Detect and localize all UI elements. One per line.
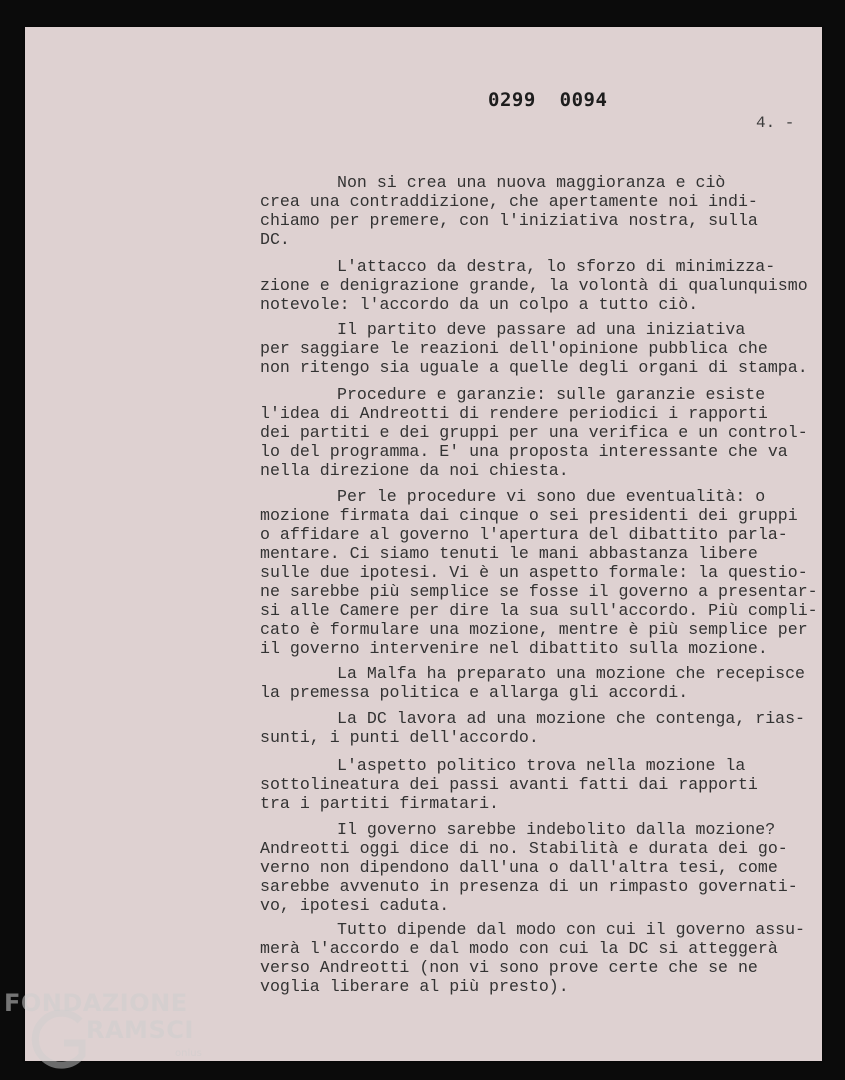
text-line: notevole: l'accordo da un colpo a tutto ciò.	[260, 295, 699, 314]
text-line: l'idea di Andreotti di rendere periodici i rapporti	[260, 404, 768, 423]
text-line: voglia liberare al più presto).	[260, 977, 569, 996]
text-line: verno non dipendono dall'una o dall'altra tesi, come	[260, 858, 778, 877]
text-line: Andreotti oggi dice di no. Stabilità e durata dei go-	[260, 839, 788, 858]
text-line: ne sarebbe più semplice se fosse il governo a presentar-	[260, 582, 818, 601]
watermark-text: onlus	[175, 1048, 202, 1059]
text-line: sulle due ipotesi. Vi è un aspetto formale: la questio-	[260, 563, 808, 582]
text-line: zione e denigrazione grande, la volontà di qualunquismo	[260, 276, 808, 295]
text-line: merà l'accordo e dal modo con cui la DC si atteggerà	[260, 939, 778, 958]
text-line: la premessa politica e allarga gli accordi.	[260, 683, 689, 702]
watermark-text: FONDAZIONE	[4, 989, 188, 1017]
text-line: verso Andreotti (non vi sono prove certe che se ne	[260, 958, 758, 977]
text-line: il governo intervenire nel dibattito sulla mozione.	[260, 639, 768, 658]
text-line: DC.	[260, 230, 290, 249]
text-line: tra i partiti firmatari.	[260, 794, 499, 813]
text-line: cato è formulare una mozione, mentre è più semplice per	[260, 620, 808, 639]
text-line: mozione firmata dai cinque o sei presidenti dei gruppi	[260, 506, 798, 525]
text-line: Non si crea una nuova maggioranza e ciò	[337, 173, 726, 192]
text-line: non ritengo sia uguale a quelle degli organi di stampa.	[260, 358, 808, 377]
text-line: nella direzione da noi chiesta.	[260, 461, 569, 480]
watermark-text: RAMSCI	[86, 1016, 194, 1044]
text-line: o affidare al governo l'apertura del dibattito parla-	[260, 525, 788, 544]
text-line: sunti, i punti dell'accordo.	[260, 728, 539, 747]
text-line: Il partito deve passare ad una iniziativa	[337, 320, 746, 339]
gramsci-g-logo-icon	[30, 1007, 90, 1077]
text-line: Tutto dipende dal modo con cui il governo assu-	[337, 920, 806, 939]
text-line: La DC lavora ad una mozione che contenga, rias-	[337, 709, 806, 728]
text-line: sottolineatura dei passi avanti fatti dai rapporti	[260, 775, 758, 794]
text-line: si alle Camere per dire la sua sull'accordo. Più compli-	[260, 601, 818, 620]
text-line: vo, ipotesi caduta.	[260, 896, 450, 915]
page-number: 4. -	[756, 114, 795, 132]
text-line: Procedure e garanzie: sulle garanzie esiste	[337, 385, 766, 404]
text-line: dei partiti e dei gruppi per una verifica e un control-	[260, 423, 808, 442]
text-line: chiamo per premere, con l'iniziativa nostra, sulla	[260, 211, 758, 230]
text-line: L'aspetto politico trova nella mozione la	[337, 756, 746, 775]
text-line: Per le procedure vi sono due eventualità: o	[337, 487, 766, 506]
archive-number: 0299 0094	[488, 89, 608, 111]
text-line: lo del programma. E' una proposta interessante che va	[260, 442, 788, 461]
document-page	[25, 27, 822, 1061]
text-line: La Malfa ha preparato una mozione che recepisce	[337, 664, 806, 683]
text-line: sarebbe avvenuto in presenza di un rimpasto governati-	[260, 877, 798, 896]
text-line: crea una contraddizione, che apertamente noi indi-	[260, 192, 758, 211]
text-line: mentare. Ci siamo tenuti le mani abbastanza libere	[260, 544, 758, 563]
text-line: per saggiare le reazioni dell'opinione pubblica che	[260, 339, 768, 358]
fondazione-gramsci-watermark	[0, 985, 230, 1080]
text-line: L'attacco da destra, lo sforzo di minimizza-	[337, 257, 776, 276]
text-line: Il governo sarebbe indebolito dalla mozione?	[337, 820, 776, 839]
